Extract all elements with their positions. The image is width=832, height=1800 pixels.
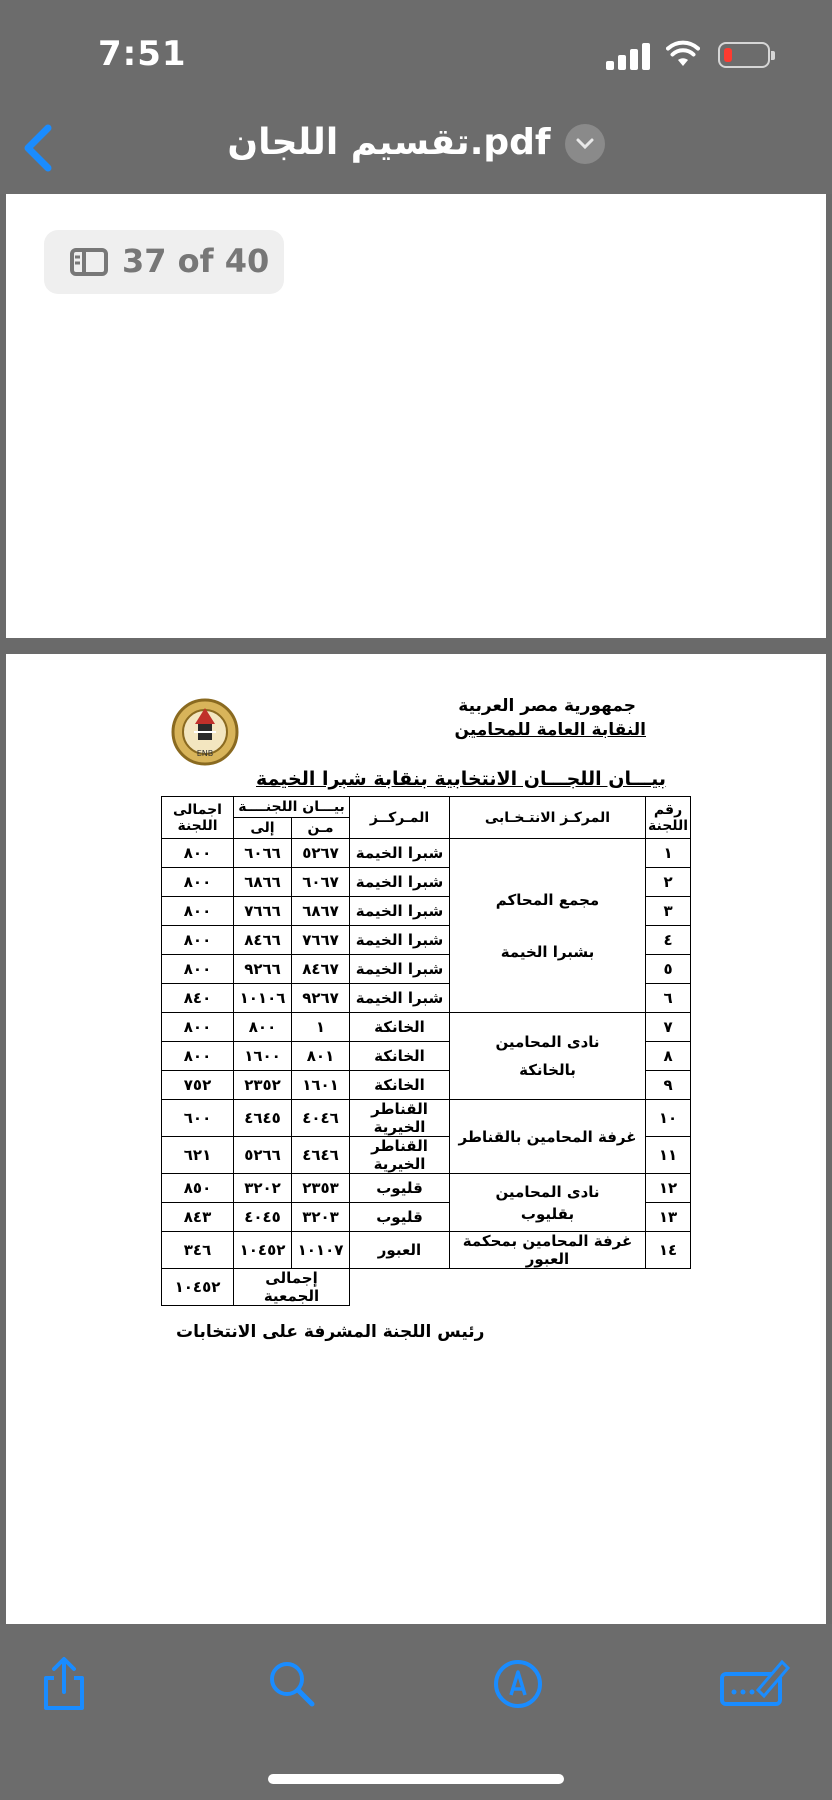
home-indicator (268, 1774, 564, 1784)
table-row (162, 1100, 691, 1137)
cell-district: شبرا الخيمة (350, 868, 450, 897)
header-district: المـركــز (350, 797, 450, 839)
cell-to: ٤٦٤٥ (234, 1100, 292, 1137)
header-committee-statement: بيـــان اللجنــــة (234, 797, 350, 818)
cell-number: ٨ (646, 1042, 691, 1071)
cell-electoral-center: غرفة المحامين بالقناطر (450, 1100, 646, 1174)
wifi-icon (666, 40, 700, 68)
table-row (162, 1232, 691, 1269)
nav-bar (0, 108, 832, 194)
cell-to: ٦٠٦٦ (234, 839, 292, 868)
cell-total: ٨٠٠ (162, 897, 234, 926)
markup-icon[interactable] (488, 1654, 548, 1714)
grand-total-row (162, 1269, 691, 1306)
cell-total: ٣٤٦ (162, 1232, 234, 1269)
battery-icon (718, 42, 770, 68)
form-fill-icon[interactable] (718, 1654, 790, 1714)
cell-total: ٨٠٠ (162, 839, 234, 868)
cell-from: ١٠١٠٧ (292, 1232, 350, 1269)
cell-district: شبرا الخيمة (350, 926, 450, 955)
cell-from: ٦٠٦٧ (292, 868, 350, 897)
search-icon[interactable] (262, 1654, 322, 1714)
cell-from: ٢٣٥٣ (292, 1174, 350, 1203)
cell-total: ٨٠٠ (162, 955, 234, 984)
cellular-signal-icon (606, 42, 652, 70)
cell-district: قليوب (350, 1174, 450, 1203)
cell-district: شبرا الخيمة (350, 984, 450, 1013)
cell-to: ٦٨٦٦ (234, 868, 292, 897)
doc-header-line1: جمهورية مصر العربية (458, 696, 636, 716)
doc-header-line2: النقابة العامة للمحامين (454, 720, 646, 740)
page-indicator (44, 230, 284, 294)
cell-total: ٨٤٣ (162, 1203, 234, 1232)
document-title: تقسيم اللجان.pdf (227, 122, 551, 163)
table-header-row (162, 797, 691, 818)
cell-number: ١٠ (646, 1100, 691, 1137)
page-indicator-text: 37 of 40 (122, 242, 270, 280)
cell-electoral-center: نادى المحامين بالخانكة (450, 1013, 646, 1100)
cell-to: ٨٤٦٦ (234, 926, 292, 955)
cell-from: ٨٤٦٧ (292, 955, 350, 984)
chevron-down-icon (565, 124, 605, 164)
cell-district: الخانكة (350, 1042, 450, 1071)
cell-district: الخانكة (350, 1013, 450, 1042)
cell-from: ٥٢٦٧ (292, 839, 350, 868)
cell-district: شبرا الخيمة (350, 897, 450, 926)
cell-to: ٨٠٠ (234, 1013, 292, 1042)
bar-association-emblem (168, 694, 242, 770)
cell-to: ٤٠٤٥ (234, 1203, 292, 1232)
document-title-menu[interactable] (0, 122, 832, 164)
cell-number: ٣ (646, 897, 691, 926)
sidebar-icon (70, 248, 108, 276)
cell-district: قليوب (350, 1203, 450, 1232)
cell-to: ٢٣٥٢ (234, 1071, 292, 1100)
cell-to: ١٦٠٠ (234, 1042, 292, 1071)
header-total: اجمالى اللجنة (162, 797, 234, 839)
emblem-text: ENB (196, 749, 214, 758)
cell-number: ١ (646, 839, 691, 868)
cell-from: ١ (292, 1013, 350, 1042)
cell-electoral-center: مجمع المحاكم بشبرا الخيمة (450, 839, 646, 1013)
cell-total: ٧٥٢ (162, 1071, 234, 1100)
doc-title: بيـــان اللجـــان الانتخابية بنقابة شبرا الخيمة (256, 768, 667, 790)
cell-to: ٩٢٦٦ (234, 955, 292, 984)
cell-total: ٨٤٠ (162, 984, 234, 1013)
cell-to: ٣٢٠٢ (234, 1174, 292, 1203)
cell-to: ٧٦٦٦ (234, 897, 292, 926)
cell-district: الخانكة (350, 1071, 450, 1100)
cell-number: ٢ (646, 868, 691, 897)
cell-from: ٤٠٤٦ (292, 1100, 350, 1137)
cell-total: ٨٠٠ (162, 1042, 234, 1071)
header-electoral-center: المركـز الانتـخـابى (450, 797, 646, 839)
cell-number: ١٢ (646, 1174, 691, 1203)
cell-to: ١٠١٠٦ (234, 984, 292, 1013)
cell-to: ٥٢٦٦ (234, 1137, 292, 1174)
pdf-page-current (6, 654, 826, 1624)
cell-from: ٦٨٦٧ (292, 897, 350, 926)
cell-total: ٨٠٠ (162, 868, 234, 897)
cell-electoral-center: غرفة المحامين بمحكمة العبور (450, 1232, 646, 1269)
signature-line: رئيس اللجنة المشرفة على الانتخابات (176, 1322, 485, 1342)
cell-number: ١٣ (646, 1203, 691, 1232)
header-to: إلى (234, 818, 292, 839)
cell-number: ١٤ (646, 1232, 691, 1269)
cell-number: ٩ (646, 1071, 691, 1100)
cell-from: ١٦٠١ (292, 1071, 350, 1100)
cell-district: القناطر الخيرية (350, 1100, 450, 1137)
cell-number: ٥ (646, 955, 691, 984)
cell-electoral-center: نادى المحامين بقليوب (450, 1174, 646, 1232)
cell-district: القناطر الخيرية (350, 1137, 450, 1174)
cell-number: ٦ (646, 984, 691, 1013)
cell-number: ٤ (646, 926, 691, 955)
cell-district: شبرا الخيمة (350, 839, 450, 868)
cell-district: شبرا الخيمة (350, 955, 450, 984)
cell-total: ٦٠٠ (162, 1100, 234, 1137)
status-bar (0, 0, 832, 108)
committees-table (161, 796, 691, 1306)
cell-from: ٤٦٤٦ (292, 1137, 350, 1174)
grand-total-label: إجمالى الجمعية (234, 1269, 350, 1306)
table-row (162, 839, 691, 868)
grand-total-value: ١٠٤٥٢ (162, 1269, 234, 1306)
cell-from: ٨٠١ (292, 1042, 350, 1071)
cell-from: ٩٢٦٧ (292, 984, 350, 1013)
cell-number: ٧ (646, 1013, 691, 1042)
cell-total: ٦٢١ (162, 1137, 234, 1174)
share-icon[interactable] (34, 1654, 94, 1714)
cell-total: ٨٠٠ (162, 926, 234, 955)
status-time: 7:51 (98, 34, 187, 74)
cell-total: ٨٥٠ (162, 1174, 234, 1203)
cell-number: ١١ (646, 1137, 691, 1174)
header-number: رقم اللجنة (646, 797, 691, 839)
header-from: مـن (292, 818, 350, 839)
cell-district: العبور (350, 1232, 450, 1269)
cell-to: ١٠٤٥٢ (234, 1232, 292, 1269)
table-row (162, 1013, 691, 1042)
cell-total: ٨٠٠ (162, 1013, 234, 1042)
table-row (162, 1174, 691, 1203)
cell-from: ٧٦٦٧ (292, 926, 350, 955)
cell-from: ٣٢٠٣ (292, 1203, 350, 1232)
